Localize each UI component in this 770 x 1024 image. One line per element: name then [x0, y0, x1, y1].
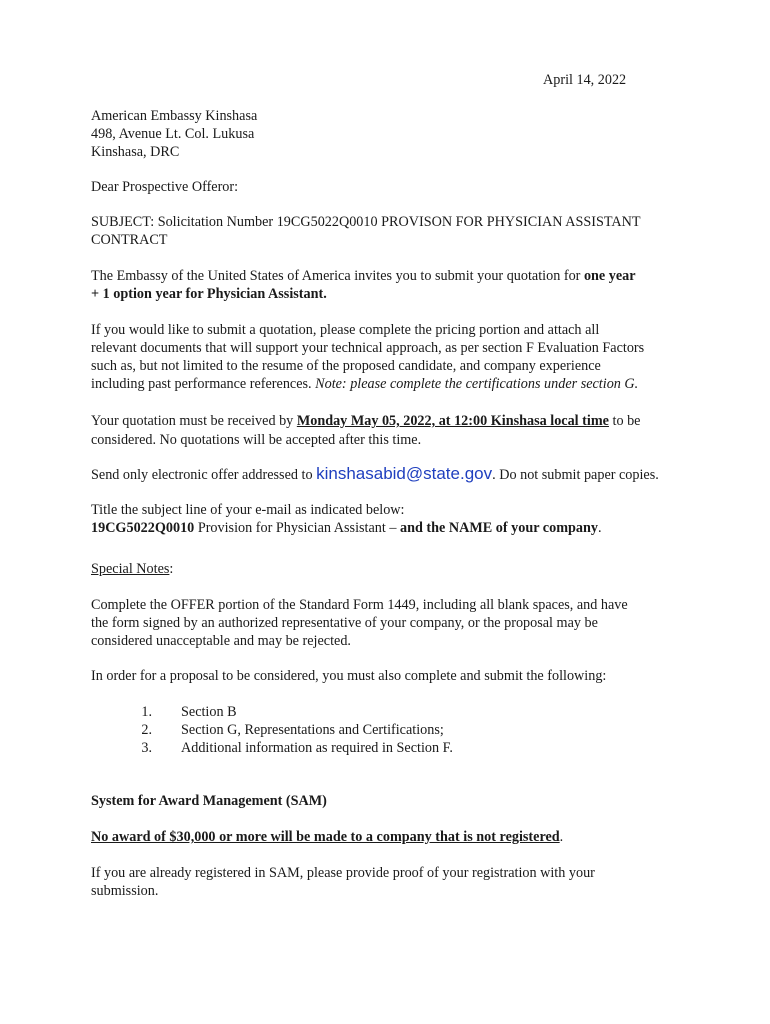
email-title-end: . [597, 520, 602, 536]
deadline-line-1 [91, 411, 691, 431]
deadline-tail: to be [608, 413, 641, 429]
quotation-line-3: such as, but not limited to the resume of the proposed candidate, and company experience [91, 358, 601, 374]
sam-proof-line-1: If you are already registered in SAM, please provide proof of your registration with your [91, 865, 595, 881]
deadline-line-2: considered. No quotations will be accepted after this time. [91, 432, 422, 448]
company-name-bold: and the NAME of your company [400, 520, 598, 536]
requirements-list [91, 703, 691, 757]
invitation-line-1 [91, 267, 691, 285]
address-line-1: American Embassy Kinshasa [91, 108, 258, 124]
address-line-2: 498, Avenue Lt. Col. Lukusa [91, 126, 255, 142]
sam-proof-line-2: submission. [91, 883, 159, 899]
invitation-text: The Embassy of the United States of America invites you to submit your quotation for [91, 268, 584, 284]
address-line-3: Kinshasa, DRC [91, 144, 180, 160]
certification-note: Note: please complete the certifications under section G. [315, 376, 639, 392]
contract-term-bold: one year [583, 268, 636, 284]
invitation-paragraph [91, 267, 691, 303]
deadline-intro: Your quotation must be received by [91, 413, 297, 429]
offer-line-2: the form signed by an authorized representative of your company, or the proposal may be [91, 615, 598, 631]
list-item [91, 721, 691, 739]
email-title-line-2 [91, 519, 691, 537]
quotation-line-2: relevant documents that will support your technical approach, as per section F Evaluation Factors [91, 340, 645, 356]
list-item [91, 739, 691, 757]
letter-date: April 14, 2022 [543, 72, 627, 88]
sam-heading-text: System for Award Management (SAM) [91, 793, 327, 809]
list-item-number: 2. [141, 722, 152, 738]
special-notes-title: Special Notes [91, 561, 170, 577]
order-paragraph [91, 667, 691, 685]
quotation-line-1: If you would like to submit a quotation, please complete the pricing portion and attach all [91, 322, 600, 338]
offer-line-3: considered unacceptable and may be rejected. [91, 633, 351, 649]
subject-line-1: SUBJECT: Solicitation Number 19CG5022Q0010 PROVISON FOR PHYSICIAN ASSISTANT [91, 214, 641, 230]
embassy-address [91, 107, 691, 161]
special-notes-heading [91, 560, 691, 578]
invitation-line-2 [91, 285, 691, 303]
sam-heading-line [91, 792, 691, 810]
offer-paragraph [91, 596, 691, 650]
send-line [91, 465, 691, 484]
special-notes-colon: : [169, 561, 174, 577]
send-prefix: Send only electronic offer addressed to [91, 467, 317, 483]
send-paragraph [91, 465, 691, 484]
email-title-text: Provision for Physician Assistant – [194, 520, 400, 536]
registration-warning: No award of $30,000 or more will be made to a company that is not registered [91, 829, 560, 845]
sam-heading [91, 792, 691, 810]
deadline-paragraph [91, 411, 691, 449]
sam-warning [91, 828, 691, 846]
email-title-paragraph [91, 501, 691, 537]
salutation-text: Dear Prospective Offeror: [91, 179, 239, 195]
subject-line-2: CONTRACT [91, 232, 168, 248]
send-suffix: . Do not submit paper copies. [492, 467, 659, 483]
solicitation-number: 19CG5022Q0010 [91, 520, 195, 536]
list-item-number: 1. [141, 704, 152, 720]
option-year-bold: + 1 option year for Physician Assistant. [91, 286, 327, 302]
list-item-text: Section B [181, 704, 237, 720]
list-item-number: 3. [141, 740, 152, 756]
sam-warning-line [91, 828, 691, 846]
quotation-line-4 [91, 375, 691, 393]
email-title-line-1: Title the subject line of your e-mail as indicated below: [91, 502, 405, 518]
list-item [91, 703, 691, 721]
quotation-line-4-text: including past performance references. [91, 376, 316, 392]
email-link[interactable]: kinshasabid@state.gov [316, 464, 493, 483]
sam-warning-end: . [559, 829, 564, 845]
order-line: In order for a proposal to be considered, you must also complete and submit the following: [91, 668, 607, 684]
submission-deadline: Monday May 05, 2022, at 12:00 Kinshasa local time [296, 413, 609, 429]
special-notes-line [91, 560, 691, 578]
salutation [91, 178, 691, 196]
list-item-text: Section G, Representations and Certifications; [181, 722, 444, 738]
sam-proof-paragraph [91, 864, 691, 900]
quotation-paragraph [91, 321, 691, 393]
subject-line [91, 213, 691, 249]
list-item-text: Additional information as required in Section F. [181, 740, 453, 756]
offer-line-1: Complete the OFFER portion of the Standard Form 1449, including all blank spaces, and have [91, 597, 628, 613]
